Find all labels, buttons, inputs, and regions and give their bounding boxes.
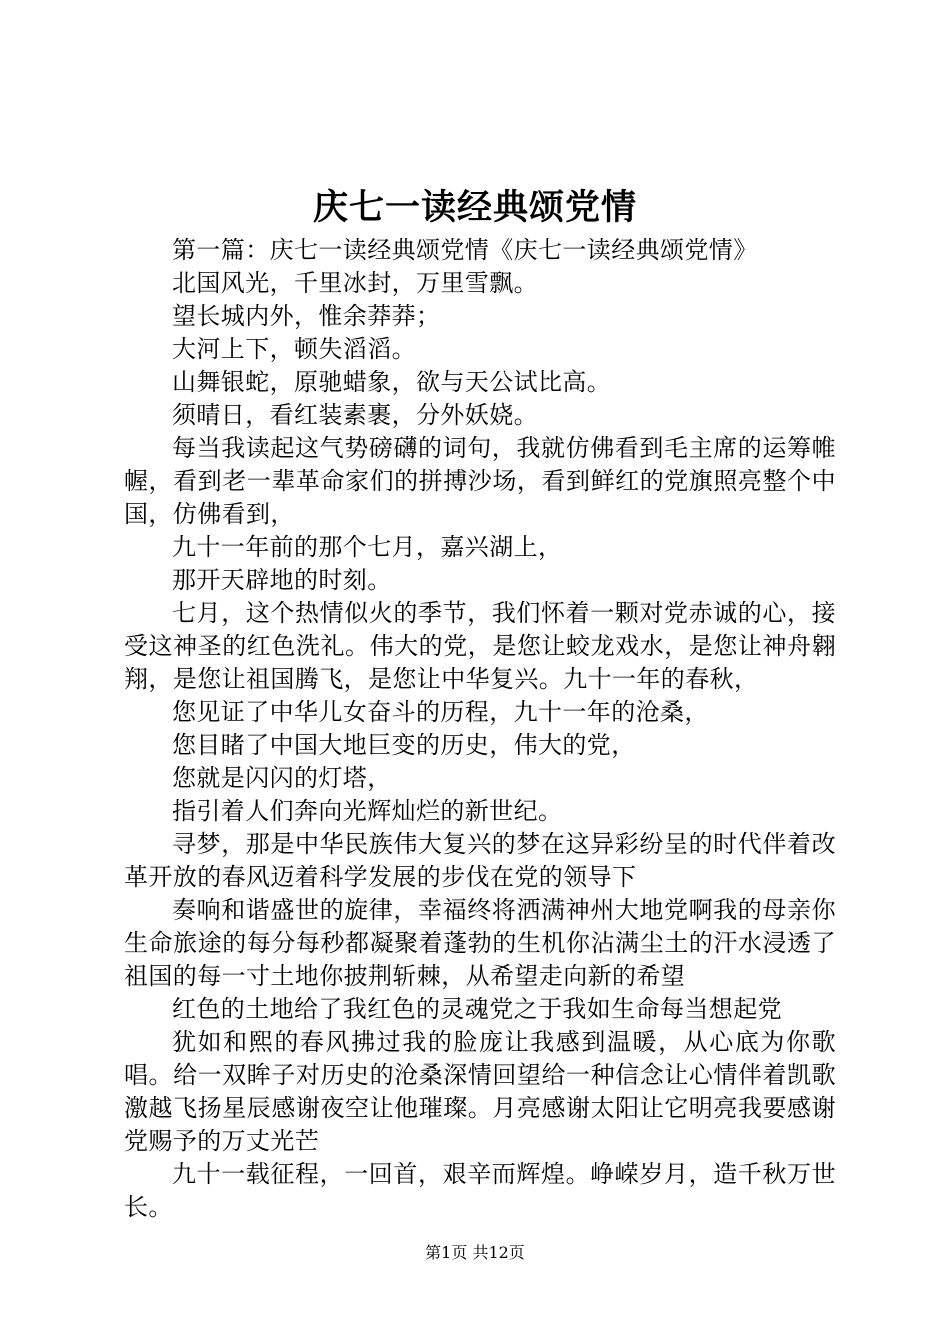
paragraph: 犹如和熙的春风拂过我的脸庞让我感到温暖，从心底为你歌唱。给一双眸子对历史的沧桑深情回望给一种信念让心情伴着凯歌激越飞扬星辰感谢夜空让他璀璨。月亮感谢太阳让它明亮我要感谢党赐予的万丈光芒 xyxy=(124,1028,836,1155)
paragraph: 您见证了中华儿女奋斗的历程，九十一年的沧桑， xyxy=(172,698,709,726)
paragraph: 北国风光，千里冰封，万里雪飘。 xyxy=(172,269,538,297)
document-body xyxy=(124,234,836,1224)
paragraph: 第一篇：庆七一读经典颂党情《庆七一读经典颂党情》 xyxy=(172,236,758,264)
paragraph: 那开天辟地的时刻。 xyxy=(172,566,392,594)
paragraph: 您目睹了中国大地巨变的历史，伟大的党， xyxy=(172,731,636,759)
paragraph: 七月，这个热情似火的季节，我们怀着一颗对党赤诚的心，接受这神圣的红色洗礼。伟大的党，是您让蛟龙戏水，是您让神舟翱翔，是您让祖国腾飞，是您让中华复兴。九十一年的春秋， xyxy=(124,599,836,693)
document-title: 庆七一读经典颂党情 xyxy=(312,187,637,228)
paragraph: 山舞银蛇，原驰蜡象，欲与天公试比高。 xyxy=(172,368,612,396)
page-number-footer: 第1页 共12页 xyxy=(425,1243,525,1262)
paragraph: 须晴日，看红装素裹，分外妖娆。 xyxy=(172,401,538,429)
paragraph: 九十一年前的那个七月，嘉兴湖上， xyxy=(172,533,563,561)
paragraph: 九十一载征程，一回首，艰辛而辉煌。峥嵘岁月，造千秋万世长。 xyxy=(124,1160,836,1221)
paragraph: 奏响和谐盛世的旋律，幸福终将洒满神州大地党啊我的母亲你生命旅途的每分每秒都凝聚着蓬勃的生机你沾满尘土的汗水浸透了祖国的每一寸土地你披荆斩棘，从希望走向新的希望 xyxy=(124,896,836,990)
paragraph: 红色的土地给了我红色的灵魂党之于我如生命每当想起党 xyxy=(172,995,782,1023)
paragraph: 您就是闪闪的灯塔， xyxy=(172,764,392,792)
paragraph: 指引着人们奔向光辉灿烂的新世纪。 xyxy=(172,797,563,825)
paragraph: 每当我读起这气势磅礴的词句，我就仿佛看到毛主席的运筹帷幄，看到老一辈革命家们的拼搏沙场，看到鲜红的党旗照亮整个中国，仿佛看到， xyxy=(124,434,836,528)
paragraph: 寻梦，那是中华民族伟大复兴的梦在这异彩纷呈的时代伴着改革开放的春风迈着科学发展的步伐在党的领导下 xyxy=(124,830,836,891)
paragraph: 大河上下，顿失滔滔。 xyxy=(172,335,416,363)
paragraph: 望长城内外，惟余莽莽； xyxy=(172,302,441,330)
